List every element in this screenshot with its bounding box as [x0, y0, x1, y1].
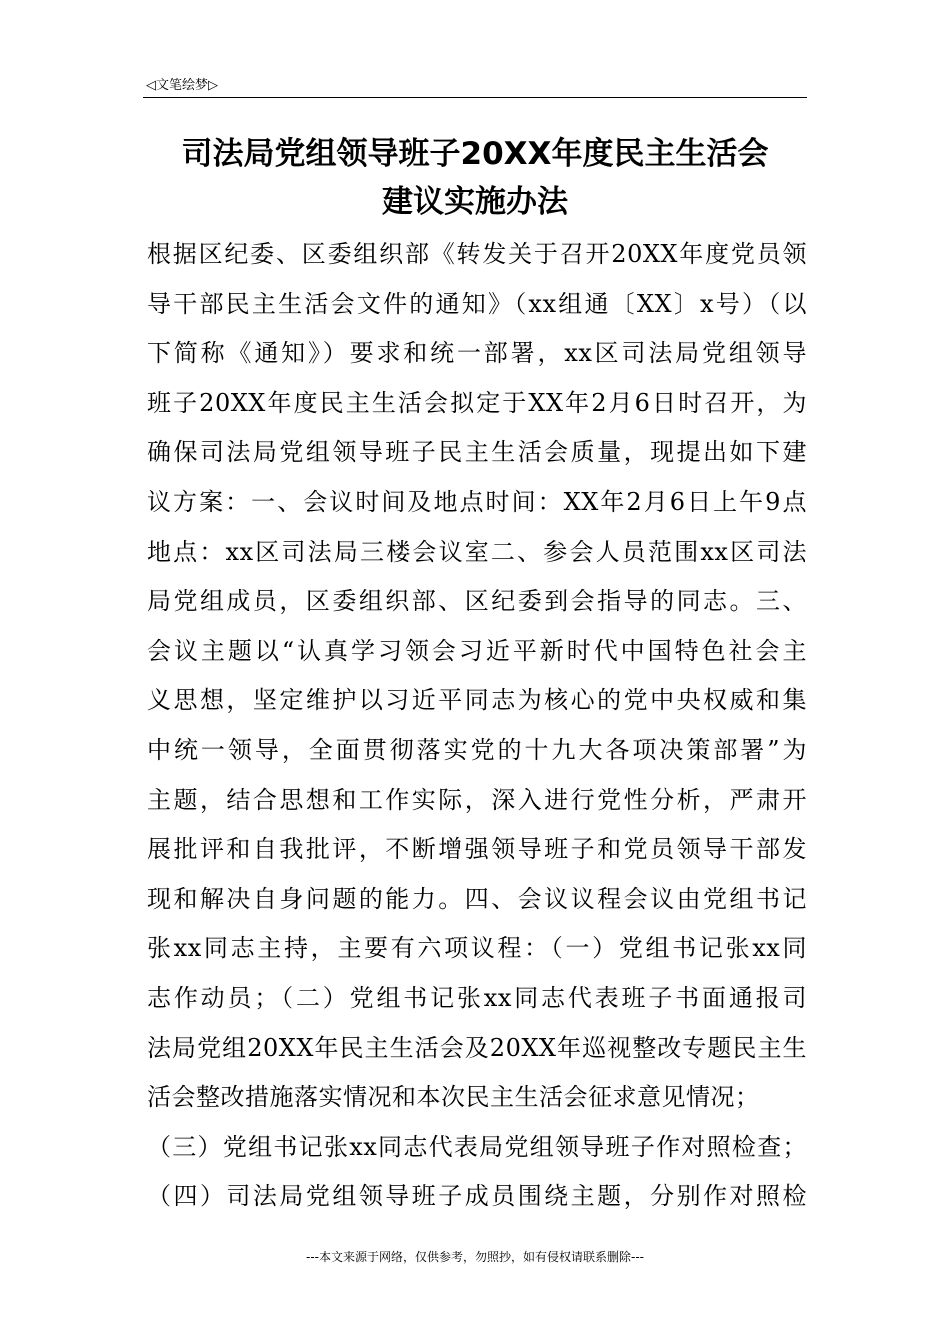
body-line: 局党组成员，区委组织部、区纪委到会指导的同志。三、 — [147, 587, 807, 616]
body-line: （四）司法局党组领导班子成员围绕主题，分别作对照检 — [147, 1182, 807, 1211]
body-line: （三）党组书记张xx同志代表局党组领导班子作对照检查； — [147, 1132, 807, 1161]
body-line: 地点：xx区司法局三楼会议室二、参会人员范围xx区司法 — [147, 537, 807, 566]
title-line: 建议实施办法 — [382, 184, 568, 220]
body-line: 活会整改措施落实情况和本次民主生活会征求意见情况； — [147, 1083, 760, 1112]
body-line: 议方案：一、会议时间及地点时间：XX年2月6日上午9点 — [147, 487, 807, 516]
body-line: 现和解决自身问题的能力。四、会议议程会议由党组书记 — [147, 884, 807, 913]
body-line: 义思想，坚定维护以习近平同志为核心的党中央权威和集 — [147, 686, 807, 715]
body-line: 确保司法局党组领导班子民主生活会质量，现提出如下建 — [147, 438, 807, 467]
body-line: 法局党组20XX年民主生活会及20XX年巡视整改专题民主生 — [147, 1033, 807, 1062]
body-line: 会议主题以“认真学习领会习近平新时代中国特色社会主 — [147, 636, 807, 665]
document-footer: ---本文来源于网络，仅供参考，勿照抄，如有侵权请联系删除--- — [306, 1250, 644, 1264]
title-line: 司法局党组领导班子20XX年度民主生活会 — [181, 136, 769, 172]
body-line: 主题，结合思想和工作实际，深入进行党性分析，严肃开 — [147, 785, 807, 814]
body-line: 志作动员；（二）党组书记张xx同志代表班子书面通报司 — [147, 983, 807, 1012]
body-line: 展批评和自我批评，不断增强领导班子和党员领导干部发 — [147, 835, 807, 864]
document-header: ◁文笔绘梦▷ — [146, 78, 218, 93]
body-line: 张xx同志主持，主要有六项议程：（一）党组书记张xx同 — [147, 934, 807, 963]
header-rule — [143, 97, 807, 98]
body-line: 根据区纪委、区委组织部《转发关于召开20XX年度党员领 — [147, 240, 807, 268]
document-body — [147, 230, 807, 1222]
body-line: 导干部民主生活会文件的通知》（xx组通〔XX〕x号）（以 — [147, 289, 807, 318]
document-title — [143, 130, 807, 226]
body-line: 中统一领导，全面贯彻落实党的十九大各项决策部署”为 — [147, 735, 807, 764]
body-line: 班子20XX年度民主生活会拟定于XX年2月6日时召开，为 — [147, 388, 807, 417]
body-line: 下简称《通知》）要求和统一部署，xx区司法局党组领导 — [147, 339, 807, 368]
